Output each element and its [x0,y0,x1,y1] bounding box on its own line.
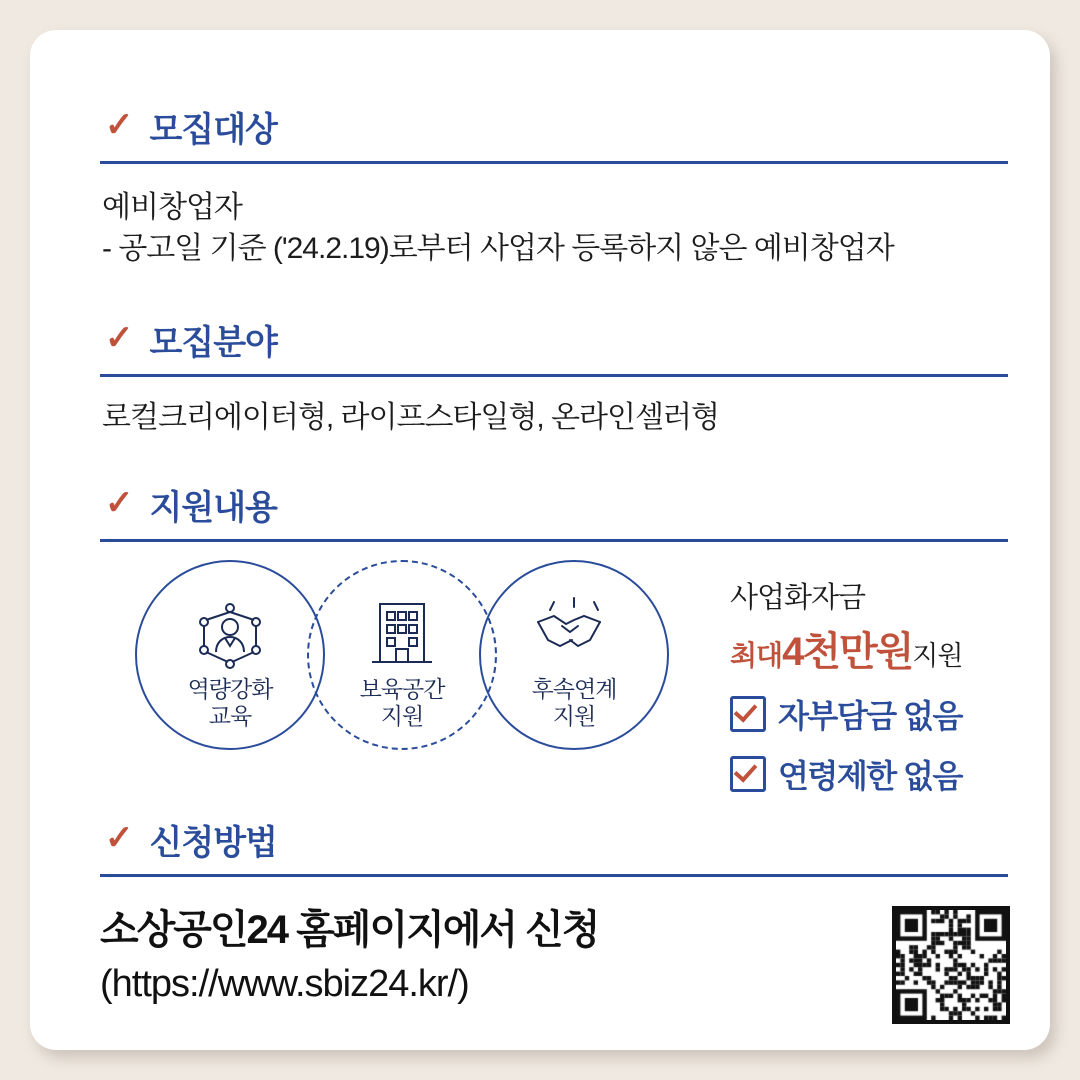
section-body-target [30,188,1050,269]
funding-amount: 4천만원 [782,630,913,674]
check-icon: ✓ [105,105,134,144]
support-circle-label: 보육공간 지원 [359,675,445,729]
section-head-row [30,480,1050,529]
support-circle-space [307,560,497,750]
funding-amount-line [730,620,1030,677]
funding-caption: 사업화자금 [730,582,866,614]
funding-check-label-2: 연령제한 없음 [778,758,962,794]
apply-url-text: (https://www.sbiz24.kr/) [100,963,469,1005]
apply-main-text: 소상공인24 홈페이지에서 신청 [100,908,599,952]
section-head-row [30,815,1050,864]
divider-support [100,539,1008,542]
checkbox-icon [730,756,766,792]
section-heading-apply [30,815,1050,877]
section-head-row [30,315,1050,364]
divider-target [100,161,1008,164]
support-circle-label: 역량강화 교육 [187,675,273,729]
funding-block [730,575,1030,797]
section-title-target: 모집대상 [149,111,277,149]
network-person-icon [192,596,268,677]
funding-check-row-2 [730,751,1030,797]
funding-check-label-1: 자부담금 없음 [778,698,962,734]
funding-check-row-1 [730,691,1030,737]
funding-suffix: 지원 [912,641,963,671]
section-body-field [30,398,1050,439]
check-icon: ✓ [105,318,134,357]
handshake-icon [532,596,616,665]
info-card [30,30,1050,1050]
section-heading-support [30,480,1050,542]
funding-prefix: 최대 [730,640,783,671]
qr-code[interactable] [892,906,1010,1024]
section-title-field: 모집분야 [149,324,277,362]
building-icon [364,596,440,673]
check-icon: ✓ [105,483,134,522]
support-circle-label: 후속연계 지원 [531,675,617,729]
checkbox-icon [730,696,766,732]
section-title-support: 지원내용 [149,489,277,527]
section-head-row [30,102,1050,151]
divider-apply [100,874,1008,877]
support-circle-followup [479,560,669,750]
section-heading-field [30,315,1050,377]
check-icon: ✓ [105,818,134,857]
divider-field [100,374,1008,377]
target-line-1: 예비창업자 [102,191,242,224]
support-circles [135,550,695,780]
support-circle-education [135,560,325,750]
field-line-1: 로컬크리에이터형, 라이프스타일형, 온라인셀러형 [102,401,719,434]
section-heading-target [30,102,1050,164]
target-line-2: - 공고일 기준 ('24.2.19)로부터 사업자 등록하지 않은 예비창업자 [102,231,894,265]
section-title-apply: 신청방법 [149,824,277,862]
